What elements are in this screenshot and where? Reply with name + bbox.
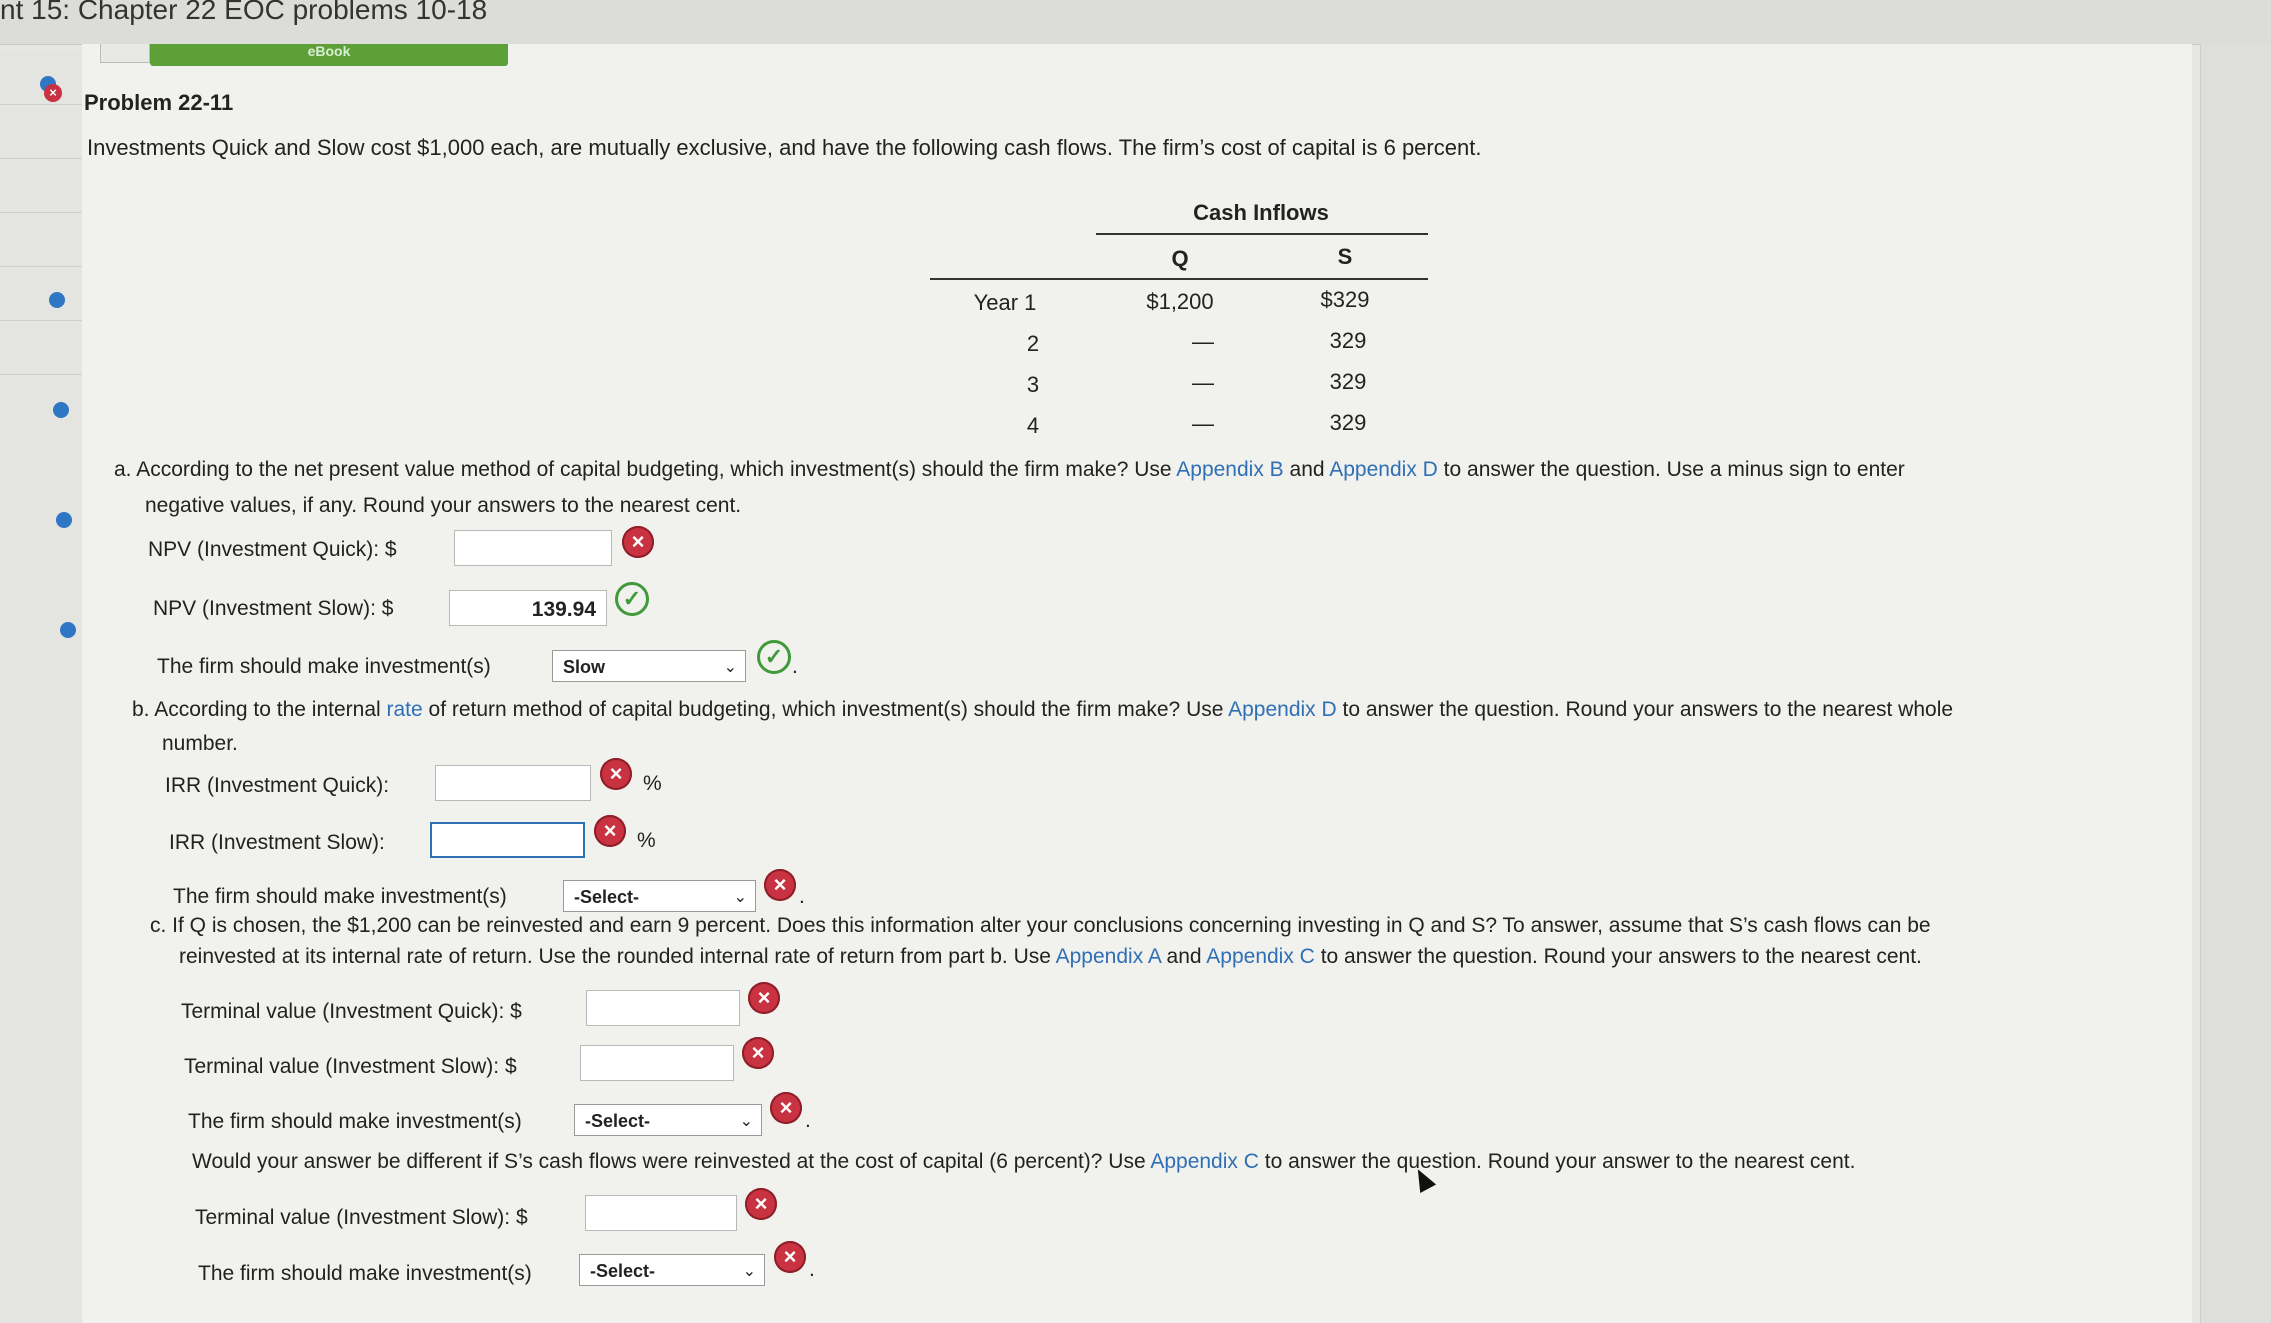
rate-link[interactable]: rate [386, 698, 423, 721]
npv-slow-label: NPV (Investment Slow): $ [153, 597, 394, 620]
status-dot-icon [60, 622, 76, 638]
chevron-down-icon: ⌄ [733, 889, 747, 906]
tv-slow2-label: Terminal value (Investment Slow): $ [195, 1206, 528, 1229]
incorrect-small-icon: × [44, 84, 62, 102]
question-nav [0, 50, 83, 1323]
tv-slow-input[interactable] [580, 1045, 734, 1081]
table-s-value: $329 [1320, 287, 1370, 312]
table-col-s: S [1337, 244, 1353, 269]
incorrect-icon: × [742, 1037, 774, 1069]
nav-item-3[interactable] [0, 158, 82, 213]
table-year: 4 [1026, 413, 1040, 438]
part-b-instructions-line2: number. [162, 732, 238, 755]
appendix-a-link[interactable]: Appendix A [1055, 945, 1161, 968]
incorrect-icon: × [774, 1241, 806, 1273]
tv-slow-label: Terminal value (Investment Slow): $ [184, 1055, 517, 1078]
part-b-decision-select[interactable]: -Select- ⌄ [563, 880, 756, 912]
chevron-down-icon: ⌄ [739, 1113, 753, 1130]
irr-slow-label: IRR (Investment Slow): [169, 831, 385, 854]
incorrect-icon: × [770, 1092, 802, 1124]
part-c-instructions: c. If Q is chosen, the $1,200 can be reinvested and earn 9 percent. Does this information alter your conclusions concerning investing in Q and S? To answer, assume that S’s cash flows can be [150, 914, 1931, 937]
correct-icon: ✓ [757, 640, 791, 674]
part-a-decision-label: The firm should make investment(s) [157, 655, 491, 678]
part-c-decision2-select[interactable]: -Select- ⌄ [579, 1254, 765, 1286]
period: . [792, 655, 798, 678]
assignment-title: nt 15: Chapter 22 EOC problems 10-18 [0, 0, 488, 25]
appendix-d-link[interactable]: Appendix D [1228, 698, 1337, 721]
percent-sign: % [637, 829, 656, 852]
part-a-instructions-line2: negative values, if any. Round your answers to the nearest cent. [145, 494, 742, 517]
table-q-value: $1,200 [1146, 289, 1214, 314]
nav-item-4[interactable] [0, 212, 82, 267]
irr-quick-input[interactable] [435, 765, 591, 801]
table-year: 3 [1026, 372, 1040, 397]
ebook-button[interactable]: eBook [150, 44, 508, 66]
irr-slow-input[interactable] [430, 822, 585, 858]
right-margin [2200, 44, 2271, 1323]
incorrect-icon: × [594, 815, 626, 847]
appendix-d-link[interactable]: Appendix D [1329, 458, 1438, 481]
incorrect-icon: × [748, 982, 780, 1014]
chevron-down-icon: ⌄ [723, 659, 737, 676]
table-year: Year 1 [973, 290, 1037, 315]
nav-item-6[interactable] [0, 320, 82, 375]
tv-quick-label: Terminal value (Investment Quick): $ [181, 1000, 522, 1023]
period: . [799, 885, 805, 908]
table-rule [930, 278, 1428, 280]
part-c-decision-label: The firm should make investment(s) [188, 1110, 522, 1133]
chevron-down-icon: ⌄ [742, 1263, 756, 1280]
incorrect-icon: × [600, 758, 632, 790]
correct-icon: ✓ [615, 582, 649, 616]
table-rule [1096, 233, 1428, 235]
status-dot-icon [56, 512, 72, 528]
table-q-value: — [1192, 370, 1214, 395]
nav-item-2[interactable] [0, 85, 82, 159]
table-s-value: 329 [1329, 410, 1367, 435]
npv-quick-input[interactable] [454, 530, 612, 566]
irr-quick-label: IRR (Investment Quick): [165, 774, 390, 797]
part-c-followup: Would your answer be different if S’s cash flows were reinvested at the cost of capital (6 percent)? Use Appendix C to answer the question. Round your answer to the nearest cent. [192, 1150, 1856, 1173]
period: . [809, 1258, 815, 1281]
part-a-decision-select[interactable]: Slow ⌄ [552, 650, 746, 682]
table-s-value: 329 [1329, 328, 1367, 353]
nav-item-5[interactable] [0, 266, 82, 321]
part-c-decision-select[interactable]: -Select- ⌄ [574, 1104, 762, 1136]
incorrect-icon: × [622, 526, 654, 558]
percent-sign: % [643, 772, 662, 795]
incorrect-icon: × [764, 869, 796, 901]
status-dot-icon [53, 402, 69, 418]
tv-quick-input[interactable] [586, 990, 740, 1026]
nav-item-1[interactable] [0, 50, 82, 105]
ebook-tab-icon[interactable] [100, 44, 150, 63]
npv-slow-input[interactable]: 139.94 [449, 590, 607, 626]
part-c-instructions-line2: reinvested at its internal rate of return. Use the rounded internal rate of return from part b. Use Appendix A and Appendix C to answer the question. Round your answers to the nearest cent. [179, 945, 1922, 968]
table-s-value: 329 [1329, 369, 1367, 394]
problem-intro: Investments Quick and Slow cost $1,000 each, are mutually exclusive, and have the following cash flows. The firm’s cost of capital is 6 percent. [87, 135, 1482, 160]
table-group-header: Cash Inflows [1193, 200, 1329, 225]
period: . [805, 1109, 811, 1132]
part-a-instructions: a. According to the net present value method of capital budgeting, which investment(s) should the firm make? Use Appendix B and Appendix D to answer the question. Use a minus sign to enter [114, 458, 1905, 481]
appendix-b-link[interactable]: Appendix B [1176, 458, 1284, 481]
appendix-c-link[interactable]: Appendix C [1206, 945, 1315, 968]
appendix-c-link[interactable]: Appendix C [1150, 1150, 1259, 1173]
incorrect-icon: × [745, 1188, 777, 1220]
tv-slow2-input[interactable] [585, 1195, 737, 1231]
part-b-instructions: b. According to the internal rate of return method of capital budgeting, which investment(s) should the firm make? Use Appendix D to answer the question. Round your answers to the nearest whole [132, 698, 1954, 721]
problem-title: Problem 22-11 [84, 90, 234, 115]
table-q-value: — [1192, 329, 1214, 354]
part-c-decision2-label: The firm should make investment(s) [198, 1262, 532, 1285]
part-b-decision-label: The firm should make investment(s) [173, 885, 507, 908]
npv-quick-label: NPV (Investment Quick): $ [148, 538, 397, 561]
table-q-value: — [1192, 411, 1214, 436]
table-year: 2 [1026, 331, 1040, 356]
table-col-q: Q [1171, 246, 1189, 271]
top-bar [0, 0, 2271, 45]
